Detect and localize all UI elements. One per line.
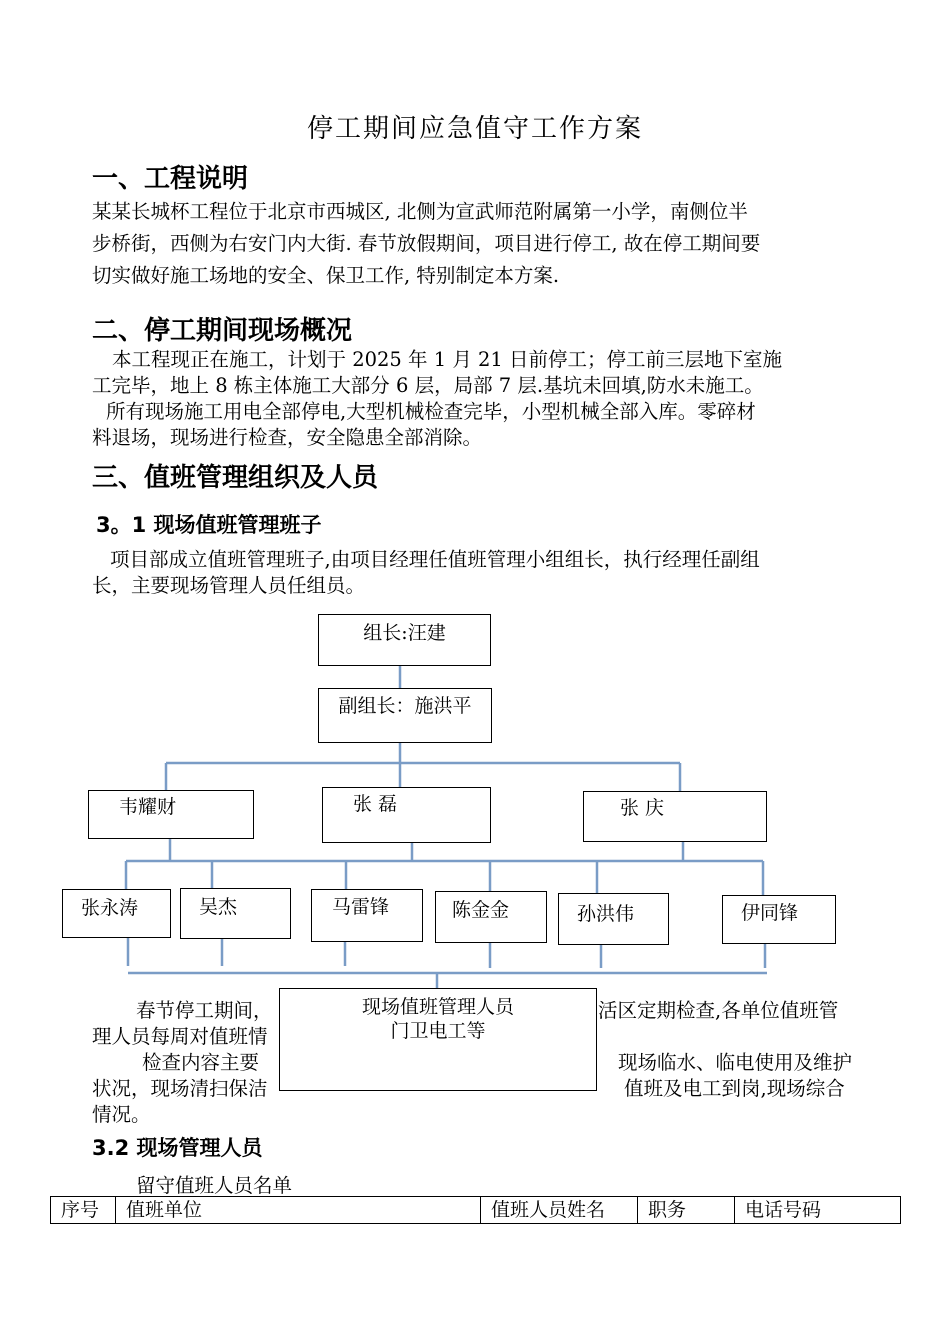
section-1-line: 步桥街，西侧为右安门内大街. 春节放假期间，项目进行停工, 故在停工期间要 xyxy=(92,232,761,255)
table-header-cell: 序号 xyxy=(51,1197,116,1224)
table-header-row xyxy=(51,1197,901,1224)
section-3-heading: 三、值班管理组织及人员 xyxy=(92,463,379,493)
after-chart-text: 情况。 xyxy=(92,1103,151,1126)
after-chart-text: 春节停工期间， xyxy=(136,999,273,1022)
table-header-cell: 值班单位 xyxy=(116,1197,481,1224)
org-deputy-box: 副组长：施洪平 xyxy=(318,688,492,743)
org-manager-box: 张 磊 xyxy=(322,787,491,843)
subsection-3-2-heading: 3.2 现场管理人员 xyxy=(92,1136,263,1160)
org-member-box: 陈金金 xyxy=(435,891,547,943)
section-2-line: 料退场，现场进行检查，安全隐患全部消除。 xyxy=(92,426,483,449)
after-chart-text: 状况，现场清扫保洁 xyxy=(92,1077,268,1100)
org-manager-box: 韦耀财 xyxy=(88,790,254,839)
subsection-3-1-line: 项目部成立值班管理班子,由项目经理任值班管理小组组长，执行经理任副组 xyxy=(110,548,760,571)
table-header-cell: 值班人员姓名 xyxy=(481,1197,638,1224)
table-caption: 留守值班人员名单 xyxy=(136,1174,293,1197)
section-1-heading: 一、工程说明 xyxy=(92,164,249,194)
org-member-box: 吴杰 xyxy=(180,888,291,939)
org-member-box: 马雷锋 xyxy=(311,889,423,942)
org-leader-box: 组长:汪建 xyxy=(318,614,491,666)
table-header-cell: 电话号码 xyxy=(735,1197,901,1224)
org-member-box: 孙洪伟 xyxy=(558,893,669,945)
subsection-3-1-heading: 3。1 现场值班管理班子 xyxy=(96,513,322,537)
after-chart-text: 值班及电工到岗,现场综合 xyxy=(624,1077,845,1100)
org-staff-box: 现场值班管理人员 门卫电工等 xyxy=(279,988,597,1091)
section-2-line: 工完毕，地上 8 栋主体施工大部分 6 层，局部 7 层.基坑未回填,防水未施工。 xyxy=(92,374,764,397)
org-member-box: 张永涛 xyxy=(62,889,171,938)
subsection-3-1-line: 长，主要现场管理人员任组员。 xyxy=(92,574,366,597)
org-manager-box: 张 庆 xyxy=(583,791,767,842)
after-chart-text: 现场临水、临电使用及维护 xyxy=(618,1051,853,1074)
after-chart-text: 活区定期检查,各单位值班管 xyxy=(598,999,839,1022)
after-chart-text: 理人员每周对值班情 xyxy=(92,1025,268,1048)
section-1-line: 某某长城杯工程位于北京市西城区, 北侧为宣武师范附属第一小学，南侧位半 xyxy=(92,200,748,223)
section-2-heading: 二、停工期间现场概况 xyxy=(92,316,353,346)
table-header-cell: 职务 xyxy=(638,1197,735,1224)
after-chart-text: 检查内容主要 xyxy=(142,1051,260,1074)
org-member-box: 伊同锋 xyxy=(722,895,836,944)
section-1-line: 切实做好施工场地的安全、保卫工作, 特别制定本方案. xyxy=(92,264,560,287)
section-2-line: 本工程现正在施工，计划于 2025 年 1 月 21 日前停工；停工前三层地下室施 xyxy=(112,348,783,371)
document-title: 停工期间应急值守工作方案 xyxy=(306,114,643,144)
duty-roster-table xyxy=(50,1196,901,1224)
section-2-line: 所有现场施工用电全部停电,大型机械检查完毕，小型机械全部入库。零碎材 xyxy=(106,400,756,423)
